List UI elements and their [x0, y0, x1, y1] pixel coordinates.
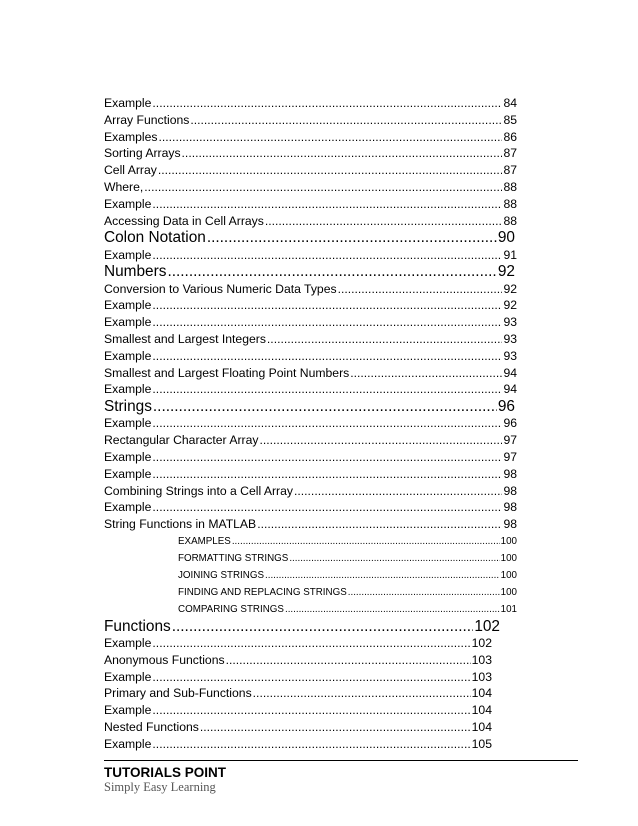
footer-tagline: Simply Easy Learning [104, 780, 216, 794]
toc-entry-title: Example [104, 382, 152, 397]
dot-leader [152, 669, 470, 686]
dot-leader [259, 432, 502, 449]
toc-entry[interactable] [104, 348, 517, 365]
toc-subentry-page: 100 [500, 569, 517, 581]
toc-entry-title: Smallest and Largest Integers [104, 331, 266, 346]
toc-entry-title: Cell Array [104, 163, 157, 178]
toc-entry[interactable] [104, 297, 517, 314]
toc-entry-title: Example [104, 703, 152, 718]
toc-chapter-page: 102 [474, 617, 500, 635]
toc-subentry-title: COMPARING STRINGS [178, 603, 284, 615]
toc-entry[interactable] [104, 415, 517, 432]
dot-leader [153, 398, 497, 415]
toc-entry-title: Example [104, 500, 152, 515]
dot-leader [200, 719, 471, 736]
toc-entry[interactable] [104, 145, 517, 162]
toc-chapter-title: Functions [104, 617, 171, 635]
toc-entry[interactable] [104, 162, 517, 179]
toc-entry[interactable] [104, 736, 492, 753]
toc-subentry-page: 100 [500, 535, 517, 547]
dot-leader [152, 415, 502, 432]
dot-leader [207, 229, 497, 246]
footer-divider [104, 760, 578, 761]
dot-leader [253, 685, 471, 702]
toc-entry[interactable] [104, 432, 517, 449]
toc-entry-title: Example [104, 315, 152, 330]
toc-entry-page: 85 [503, 112, 517, 127]
toc-entry-title: Rectangular Character Array [104, 433, 259, 448]
toc-entry-title: Example [104, 247, 152, 262]
toc-entry[interactable] [104, 719, 492, 736]
toc-entry-page: 98 [503, 466, 517, 481]
toc-entry-page: 103 [471, 652, 492, 667]
dot-leader [172, 618, 474, 635]
toc-subentry[interactable] [178, 584, 517, 601]
toc-subentry-page: 100 [500, 552, 517, 564]
toc-entry-page: 96 [503, 416, 517, 431]
dot-leader [152, 702, 470, 719]
toc-subentry-page: 101 [500, 603, 517, 615]
toc-subentry-page: 100 [500, 586, 517, 598]
toc-entry-page: 94 [503, 365, 517, 380]
toc-chapter[interactable] [104, 263, 515, 280]
toc-subentry[interactable] [178, 601, 517, 618]
toc-entry-title: Sorting Arrays [104, 146, 181, 161]
dot-leader [152, 381, 502, 398]
toc-entry-page: 98 [503, 483, 517, 498]
toc-entry-title: Combining Strings into a Cell Array [104, 483, 293, 498]
toc-entry[interactable] [104, 449, 517, 466]
dot-leader [285, 601, 500, 618]
toc-entry-page: 88 [503, 179, 517, 194]
toc-entry-title: Example [104, 466, 152, 481]
toc-entry-title: Example [104, 736, 152, 751]
toc-chapter[interactable] [104, 618, 500, 635]
toc-entry-title: Primary and Sub-Functions [104, 686, 252, 701]
toc-entry[interactable] [104, 314, 517, 331]
toc-entry[interactable] [104, 213, 517, 230]
toc-entry-title: Examples [104, 129, 158, 144]
toc-entry[interactable] [104, 499, 517, 516]
toc-entry-page: 105 [471, 736, 492, 751]
toc-entry[interactable] [104, 483, 517, 500]
toc-entry-page: 88 [503, 213, 517, 228]
dot-leader [152, 635, 470, 652]
dot-leader [350, 365, 502, 382]
dot-leader [338, 281, 503, 298]
toc-chapter-page: 92 [497, 263, 515, 281]
toc-subentry[interactable] [178, 550, 517, 567]
table-of-contents [104, 95, 518, 753]
dot-leader [182, 145, 503, 162]
toc-entry[interactable] [104, 516, 517, 533]
toc-entry-page: 97 [503, 449, 517, 464]
toc-entry[interactable] [104, 635, 492, 652]
toc-entry-page: 98 [503, 500, 517, 515]
toc-entry[interactable] [104, 331, 517, 348]
toc-entry-title: Conversion to Various Numeric Data Types [104, 281, 337, 296]
toc-entry-title: Example [104, 96, 152, 110]
toc-entry[interactable] [104, 129, 517, 146]
toc-entry-title: Example [104, 449, 152, 464]
toc-entry-page: 104 [471, 720, 492, 735]
dot-leader [144, 179, 502, 196]
toc-entry-page: 104 [471, 686, 492, 701]
toc-entry[interactable] [104, 281, 517, 298]
dot-leader [152, 499, 502, 516]
toc-entry-page: 94 [503, 382, 517, 397]
toc-entry-title: Anonymous Functions [104, 652, 225, 667]
dot-leader [152, 314, 502, 331]
toc-entry-title: String Functions in MATLAB [104, 517, 257, 532]
toc-subentry-title: FORMATTING STRINGS [178, 552, 289, 564]
toc-chapter-page: 96 [497, 398, 515, 416]
toc-entry[interactable] [104, 685, 492, 702]
dot-leader [152, 736, 470, 753]
dot-leader [265, 213, 503, 230]
toc-subentry[interactable] [178, 567, 517, 584]
toc-entry-page: 87 [503, 146, 517, 161]
toc-entry-page: 93 [503, 315, 517, 330]
toc-entry-page: 97 [503, 433, 517, 448]
dot-leader [152, 196, 502, 213]
dot-leader [152, 466, 502, 483]
toc-entry-page: 102 [471, 636, 492, 651]
dot-leader [152, 348, 502, 365]
dot-leader [152, 297, 502, 314]
toc-entry-title: Array Functions [104, 112, 190, 127]
toc-entry-title: Nested Functions [104, 720, 199, 735]
toc-entry-title: Smallest and Largest Floating Point Numbers [104, 365, 350, 380]
footer-brand: TUTORIALS POINT [104, 765, 227, 780]
dot-leader [348, 584, 500, 601]
toc-entry-title: Accessing Data in Cell Arrays [104, 213, 264, 228]
dot-leader [152, 449, 502, 466]
dot-leader [232, 533, 500, 550]
toc-entry-title: Example [104, 298, 152, 313]
toc-entry-title: Example [104, 416, 152, 431]
toc-entry-page: 104 [471, 703, 492, 718]
toc-entry-title: Example [104, 636, 152, 651]
toc-chapter-page: 90 [497, 229, 515, 247]
dot-leader [152, 95, 502, 112]
toc-entry[interactable] [104, 702, 492, 719]
toc-entry[interactable] [104, 95, 517, 112]
dot-leader [267, 331, 503, 348]
toc-entry-page: 93 [503, 348, 517, 363]
toc-entry[interactable] [104, 381, 517, 398]
dot-leader [289, 550, 499, 567]
toc-entry-page: 92 [503, 281, 517, 296]
toc-chapter[interactable] [104, 229, 515, 246]
toc-subentry-title: FINDING AND REPLACING STRINGS [178, 586, 347, 598]
toc-subentry-title: JOINING STRINGS [178, 569, 265, 581]
toc-entry-title: Example [104, 196, 152, 211]
toc-entry[interactable] [104, 247, 517, 264]
toc-chapter[interactable] [104, 398, 515, 415]
toc-entry-page: 103 [471, 669, 492, 684]
toc-subentry-title: EXAMPLES [178, 535, 231, 547]
toc-chapter-title: Colon Notation [104, 229, 206, 247]
toc-entry[interactable] [104, 466, 517, 483]
toc-entry-page: 92 [503, 298, 517, 313]
dot-leader [159, 129, 503, 146]
dot-leader [158, 162, 503, 179]
toc-entry[interactable] [104, 112, 517, 129]
toc-chapter-title: Numbers [104, 263, 167, 281]
toc-entry[interactable] [104, 179, 517, 196]
toc-entry-page: 88 [503, 196, 517, 211]
dot-leader [190, 112, 502, 129]
toc-entry[interactable] [104, 196, 517, 213]
toc-entry-title: Example [104, 348, 152, 363]
toc-entry[interactable] [104, 669, 492, 686]
toc-entry[interactable] [104, 365, 517, 382]
dot-leader [257, 516, 502, 533]
toc-entry-page: 91 [503, 247, 517, 262]
toc-entry-page: 93 [503, 331, 517, 346]
toc-entry[interactable] [104, 652, 492, 669]
dot-leader [265, 567, 500, 584]
toc-subentry[interactable] [178, 533, 517, 550]
dot-leader [226, 652, 471, 669]
dot-leader [294, 483, 502, 500]
toc-entry-page: 86 [503, 129, 517, 144]
dot-leader [167, 263, 496, 280]
toc-chapter-title: Strings [104, 398, 152, 416]
toc-entry-page: 98 [503, 517, 517, 532]
toc-entry-title: Where, [104, 179, 144, 194]
toc-entry-title: Example [104, 669, 152, 684]
toc-entry-page: 87 [503, 163, 517, 178]
toc-entry-page: 84 [503, 96, 517, 110]
dot-leader [152, 247, 502, 264]
